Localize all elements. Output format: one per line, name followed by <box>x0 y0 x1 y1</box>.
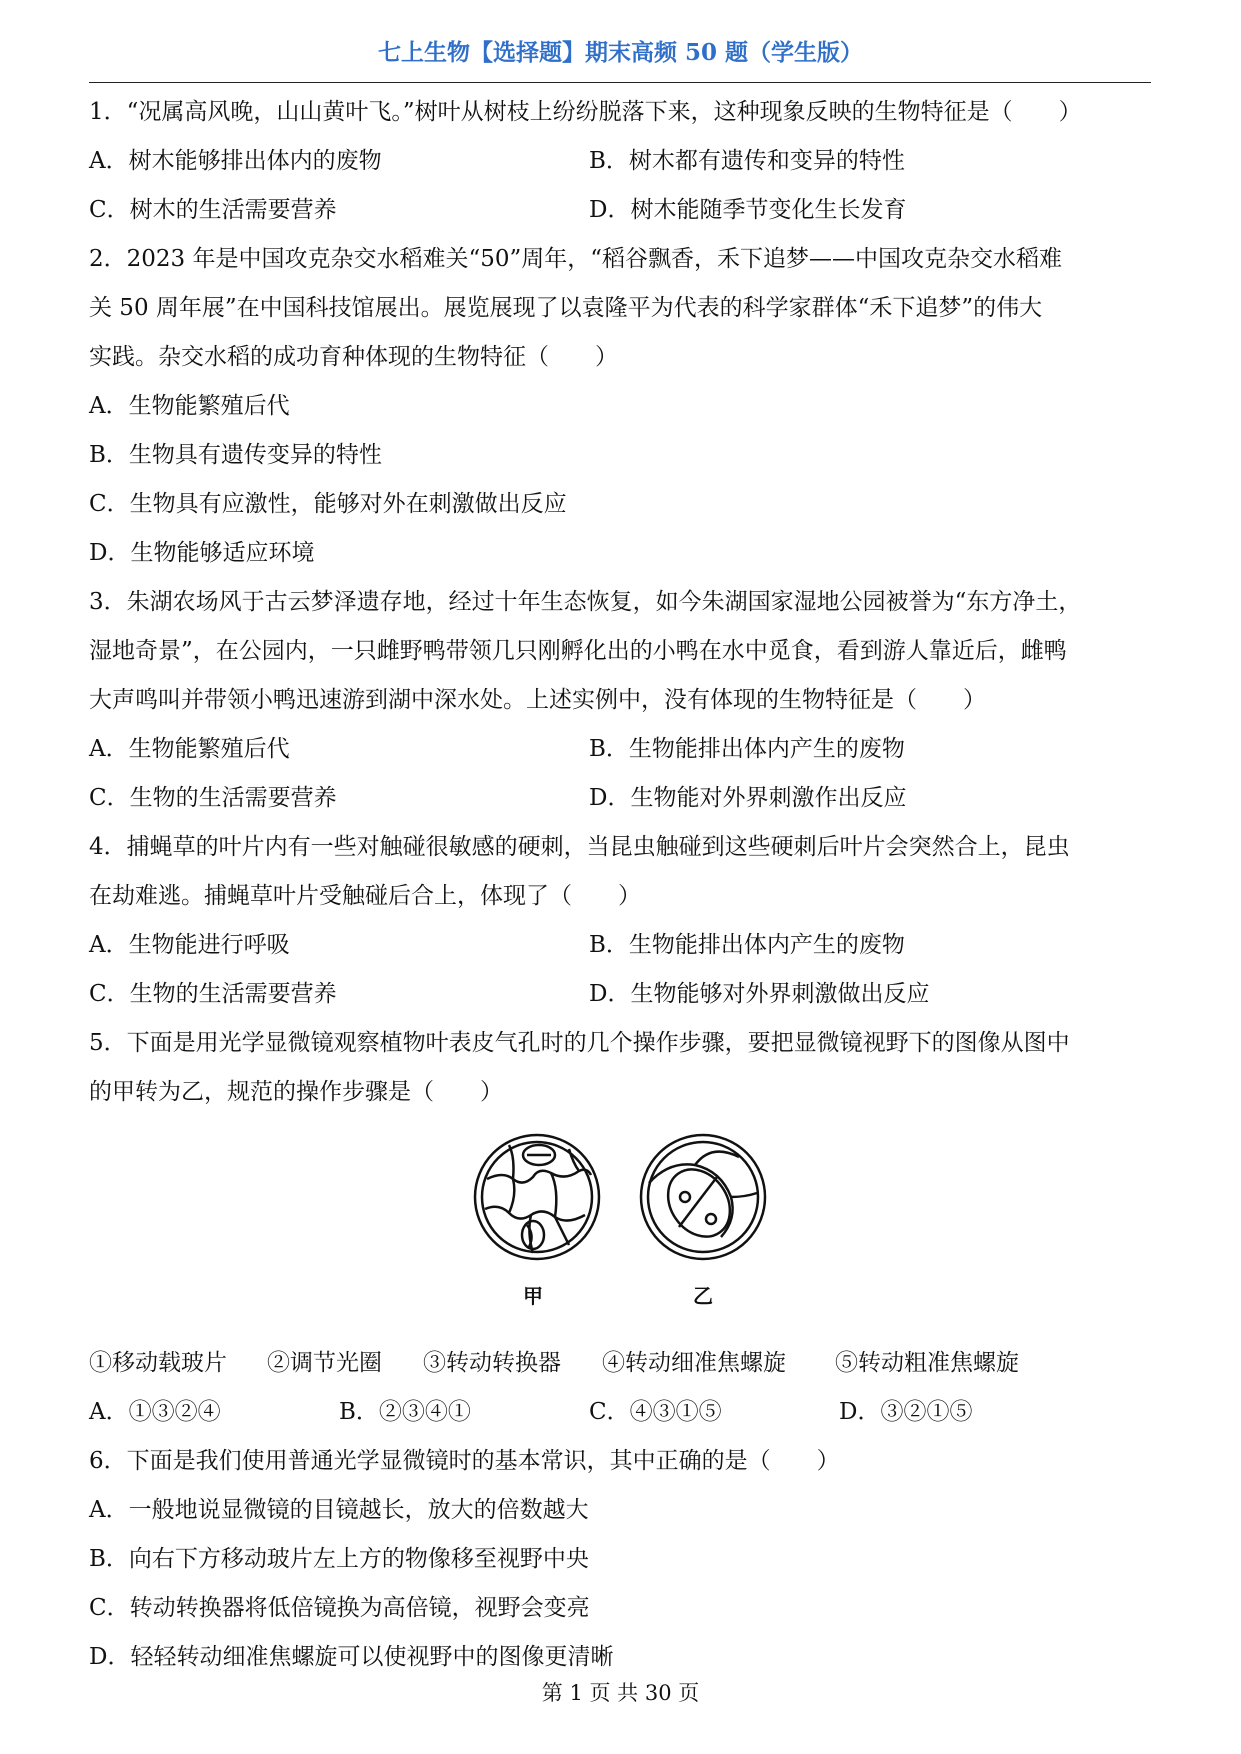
question-2-option-a[interactable]: A．生物能繁殖后代 <box>89 393 290 419</box>
question-list <box>89 88 1151 1682</box>
question-2-option-c[interactable]: C．生物具有应激性，能够对外在刺激做出反应 <box>89 491 567 517</box>
question-5-stem-line-1: 5．下面是用光学显微镜观察植物叶表皮气孔时的几个操作步骤，要把显微镜视野下的图像从图中 <box>89 1030 1070 1056</box>
question-1-options-row-2 <box>89 186 1151 235</box>
question-4-option-d[interactable]: D．生物能够对外界刺激做出反应 <box>589 981 930 1007</box>
question-5-stem-line-2: 的甲转为乙，规范的操作步骤是（ ） <box>89 1079 503 1105</box>
microscope-field-figure <box>89 1117 1151 1339</box>
field-view-yi <box>641 1135 765 1259</box>
question-3-option-a[interactable]: A．生物能繁殖后代 <box>89 736 290 762</box>
question-4-stem-line-1: 4．捕蝇草的叶片内有一些对触碰很敏感的硬刺，当昆虫触碰到这些硬刺后叶片会突然合上，昆虫 <box>89 834 1070 860</box>
question-5-option-b[interactable]: B．②③④① <box>339 1399 471 1425</box>
question-6-option-d[interactable]: D．轻轻转动细准焦螺旋可以使视野中的图像更清晰 <box>89 1644 614 1670</box>
question-3-option-d[interactable]: D．生物能对外界刺激作出反应 <box>589 785 907 811</box>
page-header-title: 七上生物【选择题】期末高频 50 题（学生版） <box>377 39 864 66</box>
question-5-step-3: ③转动转换器 <box>423 1350 561 1376</box>
question-1-option-b[interactable]: B．树木都有遗传和变异的特性 <box>589 148 905 174</box>
question-3-options-row-2 <box>89 774 1151 823</box>
question-4-option-c[interactable]: C．生物的生活需要营养 <box>89 981 337 1007</box>
question-1-options-row-1 <box>89 137 1151 186</box>
question-3-stem-line-2: 湿地奇景”，在公园内，一只雌野鸭带领几只刚孵化出的小鸭在水中觅食，看到游人靠近后，雌鸭 <box>89 638 1067 664</box>
question-3-option-b[interactable]: B．生物能排出体内产生的废物 <box>589 736 905 762</box>
field-view-jia <box>475 1135 599 1259</box>
question-4-stem-line-2: 在劫难逃。捕蝇草叶片受触碰后合上，体现了（ ） <box>89 883 641 909</box>
question-4-option-a[interactable]: A．生物能进行呼吸 <box>89 932 290 958</box>
question-5-option-c[interactable]: C．④③①⑤ <box>589 1399 722 1425</box>
figure-label-jia: 甲 <box>523 1284 543 1307</box>
question-6-option-a[interactable]: A．一般地说显微镜的目镜越长，放大的倍数越大 <box>89 1497 589 1523</box>
figure-label-yi: 乙 <box>693 1284 713 1307</box>
question-3-stem-line-3: 大声鸣叫并带领小鸭迅速游到湖中深水处。上述实例中，没有体现的生物特征是（ ） <box>89 687 986 713</box>
page-number-footer: 第 1 页 共 30 页 <box>541 1681 700 1705</box>
microscope-views-illustration <box>473 1127 773 1307</box>
question-3-options-row-1 <box>89 725 1151 774</box>
question-5-step-5: ⑤转动粗准焦螺旋 <box>835 1350 1019 1376</box>
question-5-options-row <box>89 1388 1151 1437</box>
question-1-option-a[interactable]: A．树木能够排出体内的废物 <box>89 148 382 174</box>
question-1-option-c[interactable]: C．树木的生活需要营养 <box>89 197 337 223</box>
question-4-options-row-1 <box>89 921 1151 970</box>
question-2-stem-line-3: 实践。杂交水稻的成功育种体现的生物特征（ ） <box>89 344 618 370</box>
question-5-step-2: ②调节光圈 <box>267 1350 382 1376</box>
question-5-option-d[interactable]: D．③②①⑤ <box>839 1399 973 1425</box>
question-5-option-a[interactable]: A．①③②④ <box>89 1399 221 1425</box>
question-1-stem: 1．“况属高风晚，山山黄叶飞。”树叶从树枝上纷纷脱落下来，这种现象反映的生物特征是（ ） <box>89 99 1082 125</box>
question-2-stem-line-2: 关 50 周年展”在中国科技馆展出。展览展现了以袁隆平为代表的科学家群体“禾下追梦”的伟大 <box>89 295 1043 321</box>
question-2-option-d[interactable]: D．生物能够适应环境 <box>89 540 315 566</box>
question-6-stem: 6．下面是我们使用普通光学显微镜时的基本常识，其中正确的是（ ） <box>89 1448 840 1474</box>
question-2-option-b[interactable]: B．生物具有遗传变异的特性 <box>89 442 382 468</box>
question-3-stem-line-1: 3．朱湖农场风于古云梦泽遗存地，经过十年生态恢复，如今朱湖国家湿地公园被誉为“东方净土， <box>89 589 1082 615</box>
question-4-option-b[interactable]: B．生物能排出体内产生的废物 <box>589 932 905 958</box>
question-5-step-1: ①移动载玻片 <box>89 1350 227 1376</box>
question-6-option-c[interactable]: C．转动转换器将低倍镜换为高倍镜，视野会变亮 <box>89 1595 590 1621</box>
question-2-stem-line-1: 2．2023 年是中国攻克杂交水稻难关“50”周年，“稻谷飘香，禾下追梦——中国攻克杂交水稻难 <box>89 246 1063 272</box>
header-divider <box>89 82 1151 83</box>
question-3-option-c[interactable]: C．生物的生活需要营养 <box>89 785 337 811</box>
question-6-option-b[interactable]: B．向右下方移动玻片左上方的物像移至视野中央 <box>89 1546 589 1572</box>
question-5-step-4: ④转动细准焦螺旋 <box>602 1350 786 1376</box>
question-4-options-row-2 <box>89 970 1151 1019</box>
question-1-option-d[interactable]: D．树木能随季节变化生长发育 <box>589 197 907 223</box>
question-5-steps-row <box>89 1339 1151 1388</box>
